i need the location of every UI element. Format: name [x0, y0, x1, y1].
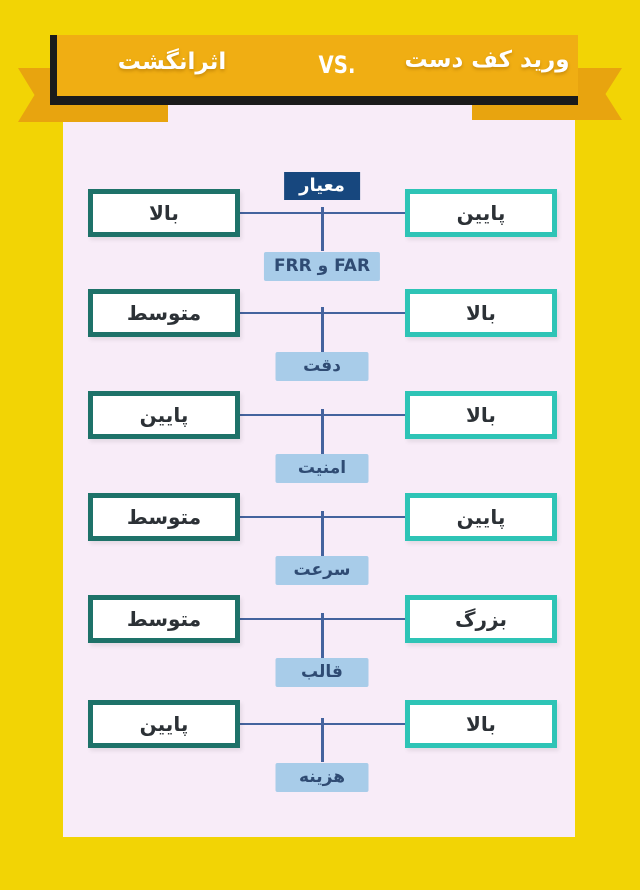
palm-vein-value: بالا [466, 712, 496, 736]
fingerprint-value-box [88, 289, 240, 337]
fingerprint-value-box [88, 595, 240, 643]
fingerprint-value: پایین [139, 403, 189, 427]
connector-stem [321, 511, 324, 557]
palm-vein-value: بزرگ [455, 607, 507, 631]
connector-stem [321, 207, 324, 251]
connector-stem [321, 409, 324, 455]
criterion-label: امنیت [276, 454, 369, 483]
palm-vein-value-box [405, 700, 557, 748]
fingerprint-value: بالا [149, 201, 179, 225]
fingerprint-value-box [88, 700, 240, 748]
comparison-panel [63, 104, 575, 837]
palm-vein-title: ورید کف دست [404, 47, 570, 73]
palm-vein-value-box [405, 493, 557, 541]
fingerprint-value: متوسط [126, 607, 202, 631]
connector-stem [321, 307, 324, 352]
fingerprint-value-box [88, 391, 240, 439]
palm-vein-value: بالا [466, 301, 496, 325]
connector-stem [321, 613, 324, 658]
fingerprint-value: متوسط [126, 301, 202, 325]
palm-vein-value: پایین [456, 505, 506, 529]
ribbon-banner [50, 35, 578, 105]
fingerprint-value-box [88, 189, 240, 237]
vs-label: VS. [318, 51, 356, 79]
palm-vein-value: پایین [456, 201, 506, 225]
fingerprint-title: اثرانگشت [117, 49, 227, 75]
palm-vein-value: بالا [466, 403, 496, 427]
criterion-label: سرعت [276, 556, 369, 585]
palm-vein-value-box [405, 595, 557, 643]
criterion-label: قالب [276, 658, 369, 687]
criterion-label: FAR و FRR [264, 252, 380, 281]
palm-vein-value-box [405, 289, 557, 337]
fingerprint-value: متوسط [126, 505, 202, 529]
fingerprint-value-box [88, 493, 240, 541]
palm-vein-value-box [405, 391, 557, 439]
criteria-header: معیار [284, 172, 360, 200]
fingerprint-value: پایین [139, 712, 189, 736]
criterion-label: هزینه [276, 763, 369, 792]
connector-stem [321, 718, 324, 762]
palm-vein-value-box [405, 189, 557, 237]
criterion-label: دقت [276, 352, 369, 381]
